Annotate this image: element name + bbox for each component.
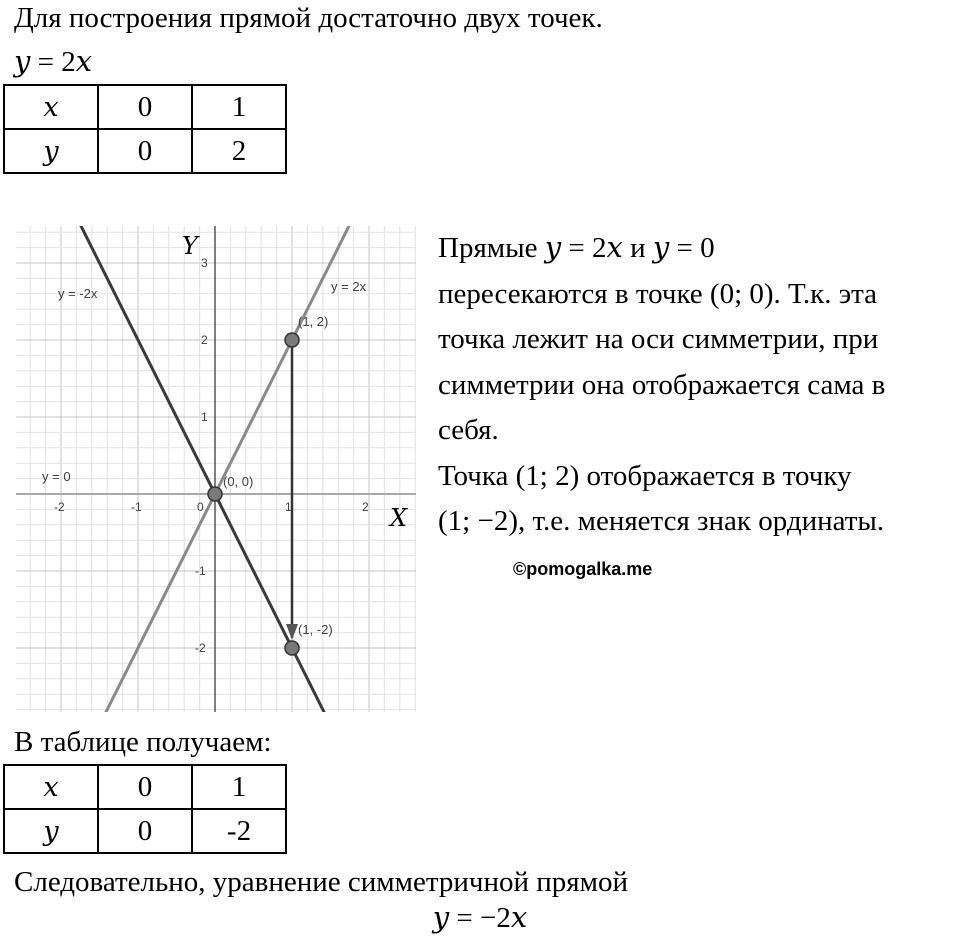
x-tick-label: -2 xyxy=(54,500,65,514)
point-label: (0, 0) xyxy=(223,474,254,489)
y-tick-label: -1 xyxy=(195,564,206,578)
x-axis-label: X xyxy=(390,504,408,532)
paragraph-line: Точка (1; 2) отображается в точку xyxy=(438,459,852,492)
table-cell: 𝑥 xyxy=(4,765,98,809)
table-cell: 0 xyxy=(98,129,192,173)
table-row xyxy=(4,85,286,129)
paragraph-line: пересекаются в точке (0; 0). Т.к. эта xyxy=(438,277,878,310)
point-marker xyxy=(285,641,299,655)
values-table-2 xyxy=(3,764,287,854)
table-cell: 2 xyxy=(192,129,286,173)
paragraph-line: Прямые 𝑦 = 2𝑥 и 𝑦 = 0 xyxy=(438,232,715,264)
x-tick-label: 0 xyxy=(197,500,204,514)
table-cell: -2 xyxy=(192,809,286,853)
paragraph-line: точка лежит на оси симметрии, при xyxy=(438,323,879,355)
table-row xyxy=(4,129,286,173)
paragraph-line: симметрии она отображается сама в xyxy=(438,368,886,401)
x-tick-label: 1 xyxy=(285,500,292,514)
y-axis-label: Y xyxy=(182,232,198,260)
series-label: y = 2x xyxy=(331,279,367,294)
point-label: (1, -2) xyxy=(298,622,333,637)
equation-y-2x: 𝑦 = 2𝑥 xyxy=(14,46,93,78)
table-cell: 𝑦 xyxy=(4,129,98,173)
point-label: (1, 2) xyxy=(298,314,329,329)
table-row xyxy=(4,765,286,809)
table-cell: 𝑦 xyxy=(4,809,98,853)
watermark: ©pomogalka.me xyxy=(513,559,653,579)
graph xyxy=(16,226,416,712)
table-cell: 1 xyxy=(192,765,286,809)
table-row xyxy=(4,809,286,853)
values-table-1 xyxy=(3,84,287,174)
table-cell: 𝑥 xyxy=(4,85,98,129)
y-tick-label: -2 xyxy=(195,641,206,655)
y-tick-label: 1 xyxy=(201,410,208,424)
x-tick-label: 2 xyxy=(362,500,369,514)
y-tick-label: 2 xyxy=(201,333,208,347)
paragraph-line: (1; −2), т.е. меняется знак ординаты. xyxy=(438,505,885,537)
table-cell: 1 xyxy=(192,85,286,129)
table-cell: 0 xyxy=(98,765,192,809)
equation-y-minus-2x: 𝑦 = −2𝑥 xyxy=(432,902,528,934)
paragraph-line: себя. xyxy=(438,414,499,446)
series-label: y = -2x xyxy=(58,286,98,301)
table-cell: 0 xyxy=(98,809,192,853)
table-caption: В таблице получаем: xyxy=(14,726,272,758)
explanation-paragraph xyxy=(438,226,960,545)
point-marker xyxy=(208,487,222,501)
series-label: y = 0 xyxy=(42,469,71,484)
y-tick-label: 3 xyxy=(201,256,208,270)
x-tick-label: -1 xyxy=(131,500,142,514)
conclusion-text: Следовательно, уравнение симметричной прямой xyxy=(14,866,628,898)
table-cell: 0 xyxy=(98,85,192,129)
intro-text: Для построения прямой достаточно двух точек. xyxy=(14,2,603,34)
point-marker xyxy=(285,333,299,347)
